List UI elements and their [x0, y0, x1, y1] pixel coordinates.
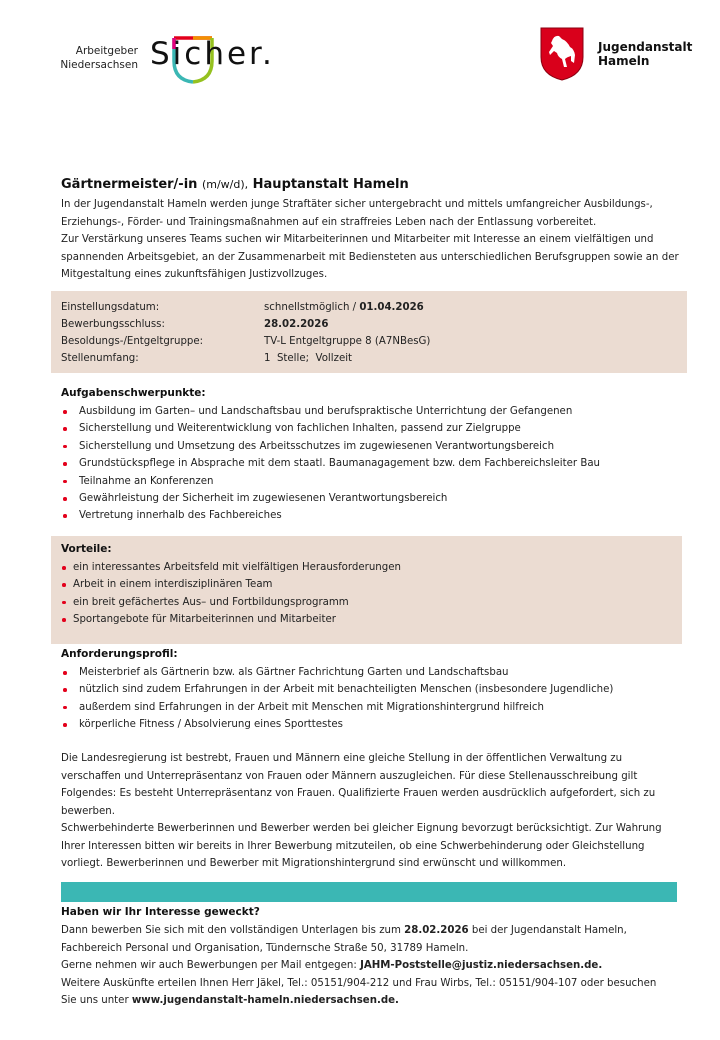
info-value: 28.02.2026 — [264, 319, 329, 330]
intro-line: spannenden Arbeitsgebiet, an der Zusammenarbeit mit Bediensteten aus unterschiedlichen Berufsgruppen sowie an der — [61, 251, 679, 263]
info-value — [264, 299, 424, 316]
deadline-date: 28.02.2026 — [404, 925, 469, 936]
list-item: Ausbildung im Garten– und Landschaftsbau und berufspraktische Unterrichtung der Gefangenen — [61, 403, 600, 420]
tasks-heading: Aufgabenschwerpunkte: — [61, 387, 206, 399]
employer-brand-line1: Arbeitgeber — [75, 45, 138, 57]
institution-line2: Hameln — [598, 54, 650, 68]
requirements-heading: Anforderungsprofil: — [61, 648, 178, 660]
list-item: außerdem sind Erfahrungen in der Arbeit mit Menschen mit Migrationshintergrund hilfreich — [61, 699, 613, 716]
job-title — [61, 177, 409, 192]
email-link[interactable]: JAHM-Poststelle@justiz.niedersachsen.de. — [360, 960, 603, 971]
info-label: Besoldungs-/Entgeltgruppe: — [61, 336, 204, 347]
tasks-list — [61, 403, 600, 525]
list-item: Arbeit in einem interdisziplinären Team — [61, 576, 401, 593]
job-info-box — [51, 291, 687, 373]
list-item: Teilnahme an Konferenzen — [61, 473, 600, 490]
list-item: Grundstückspflege in Absprache mit dem staatl. Baumanagagement bzw. dem Fachbereichsleiter Bau — [61, 455, 600, 472]
contact-text: Dann bewerben Sie sich mit den vollständigen Unterlagen bis zum — [61, 925, 405, 936]
list-item: Vertretung innerhalb des Fachbereiches — [61, 507, 600, 524]
intro-line: In der Jugendanstalt Hameln werden junge Straftäter sicher untergebracht und mittels umfangreicher Ausbildungs-, — [61, 199, 653, 210]
legal-line: bewerben. — [61, 805, 115, 817]
institution-line1: Jugendanstalt — [598, 40, 693, 54]
start-value-prefix: schnellstmöglich / — [264, 302, 360, 313]
list-item: Sportangebote für Mitarbeiterinnen und Mitarbeiter — [61, 611, 401, 628]
intro-line: Zur Verstärkung unseres Teams suchen wir Mitarbeiterinnen und Mitarbeiter mit Interesse an einem vielfältigen und — [61, 234, 654, 245]
info-label: Stellenumfang: — [61, 353, 139, 364]
contact-address: Fachbereich Personal und Organisation, Tündernsche Straße 50, 31789 Hameln. — [61, 942, 469, 954]
contact-line — [61, 957, 691, 975]
job-location: Hauptanstalt Hameln — [252, 177, 409, 192]
intro-line: Erziehungs-, Förder- und Trainingsmaßnahmen auf ein straffreies Leben nach der Entlassung vorbereitet. — [61, 216, 597, 228]
list-item: körperliche Fitness / Absolvierung eines Sporttestes — [61, 716, 613, 733]
website-link[interactable]: www.jugendanstalt-hameln.niedersachsen.de. — [131, 995, 399, 1006]
list-item: Sicherstellung und Umsetzung des Arbeitsschutzes im zugewiesenen Verantwortungsbereich — [61, 438, 600, 455]
list-item: Gewährleistung der Sicherheit im zugewiesenen Verantwortungsbereich — [61, 490, 600, 507]
legal-line: Schwerbehinderte Bewerberinnen und Bewerber werden bei gleicher Eignung bevorzugt berücksichtigt. Zur Wahrung — [61, 823, 662, 834]
contact-text: Gerne nehmen wir auch Bewerbungen per Mail entgegen: — [61, 960, 361, 971]
employer-brand-logo: Sicher. — [150, 36, 275, 72]
info-value: TV-L Entgeltgruppe 8 (A7NBesG) — [264, 336, 431, 347]
legal-line: Ihrer Interessen bitten wir bereits in Ihrer Bewerbung mitzuteilen, ob eine Schwerbehinderung oder Gleichstellung — [61, 840, 645, 852]
job-title-text: Gärtnermeister/-in — [61, 177, 198, 192]
intro-paragraph — [61, 196, 691, 284]
employer-brand-text — [60, 44, 138, 72]
employer-brand-line2: Niedersachsen — [60, 59, 138, 71]
gender-note: (m/w/d), — [201, 178, 249, 191]
benefits-list — [61, 559, 401, 629]
lower-saxony-horse-crest-icon — [540, 27, 584, 81]
info-label: Einstellungsdatum: — [61, 302, 160, 313]
list-item: nützlich sind zudem Erfahrungen in der Arbeit mit benachteiligten Menschen (insbesondere Jugendliche) — [61, 681, 613, 698]
contact-line — [61, 922, 691, 940]
contact-text: Sie uns unter — [61, 995, 132, 1006]
list-item: ein breit gefächertes Aus– und Fortbildungsprogramm — [61, 594, 401, 611]
contact-heading: Haben wir Ihr Interesse geweckt? — [61, 906, 260, 918]
list-item: Sicherstellung und Weiterentwicklung von fachlichen Inhalten, passend zur Zielgruppe — [61, 420, 600, 437]
contact-line — [61, 992, 691, 1010]
requirements-list — [61, 664, 613, 734]
contact-text: bei der Jugendanstalt Hameln, — [468, 925, 627, 936]
info-label: Bewerbungsschluss: — [61, 319, 165, 330]
divider-bar — [61, 882, 677, 902]
legal-line: Folgendes: Es besteht Unterrepräsentanz von Frauen. Qualifizierte Frauen werden ausdrücklich aufgefordert, sich zu — [61, 788, 656, 799]
equal-opportunity-notice — [61, 750, 691, 873]
intro-line: Mitgestaltung eines zukunftsfähigen Justizvollzuges. — [61, 269, 328, 280]
benefits-heading: Vorteile: — [61, 543, 112, 555]
list-item: ein interessantes Arbeitsfeld mit vielfältigen Herausforderungen — [61, 559, 401, 576]
legal-line: vorliegt. Bewerberinnen und Bewerber mit Migrationshintergrund sind erwünscht und willkommen. — [61, 858, 567, 869]
list-item: Meisterbrief als Gärtnerin bzw. als Gärtner Fachrichtung Garten und Landschaftsbau — [61, 664, 613, 681]
contact-phones: Weitere Auskünfte erteilen Ihnen Herr Jäkel, Tel.: 05151/904-212 und Frau Wirbs, Tel.: 05151/904-107 oder besuchen — [61, 977, 657, 989]
start-value-date: 01.04.2026 — [359, 302, 424, 313]
legal-line: verschaffen und Unterrepräsentanz von Frauen oder Männern auszugleichen. Für diese Stellenausschreibung gilt — [61, 770, 638, 782]
institution-name — [598, 40, 692, 68]
legal-line: Die Landesregierung ist bestrebt, Frauen und Männern eine gleiche Stellung in der öffentlichen Verwaltung zu — [61, 753, 623, 764]
info-value: 1 Stelle; Vollzeit — [264, 353, 353, 364]
contact-paragraph — [61, 922, 691, 1010]
